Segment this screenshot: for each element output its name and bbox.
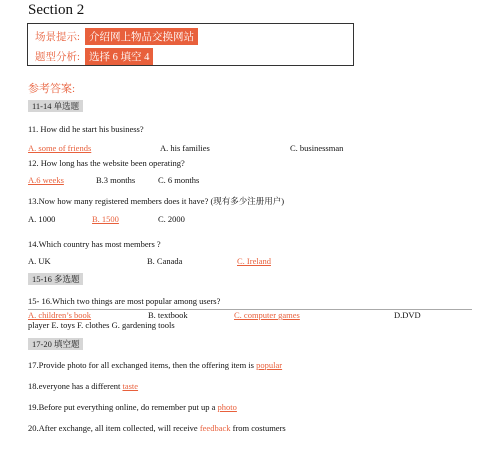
question-17-text: 17.Provide photo for all exchanged items, then the offering item is [28, 360, 254, 370]
question-11: 11. How did he start his business? [28, 124, 144, 134]
part-heading-fill-in: 17-20 填空题 [28, 338, 83, 350]
option-12-b: B.3 months [96, 175, 136, 185]
option-13-c: C. 2000 [158, 214, 185, 224]
answer-17: popular [256, 360, 283, 370]
answer-18: taste [122, 381, 139, 391]
scene-value: 介绍网上物品交换网站 [85, 28, 198, 45]
option-15-b: B. textbook [148, 310, 188, 320]
answer-11-a: A. some of friends [28, 143, 92, 153]
question-13: 13.Now how many registered members does it have? (现有多少注册用户) [28, 196, 285, 206]
question-18 [28, 381, 138, 391]
question-15-16: 15- 16.Which two things are most popular among users? [28, 296, 221, 306]
qtype-label: 题型分析: [35, 52, 80, 63]
answer-12-a: A.6 weeks [28, 175, 64, 185]
option-11-c: C. businessman [290, 143, 344, 153]
option-11-b: A. his families [160, 143, 210, 153]
question-14: 14.Which country has most members ? [28, 239, 161, 249]
scene-label: 场景提示: [35, 32, 80, 43]
option-14-a: A. UK [28, 256, 51, 266]
question-18-text: 18.everyone has a different [28, 381, 121, 391]
question-20 [28, 423, 286, 433]
question-20-text: 20.After exchange, all item collected, will receive [28, 423, 198, 433]
part-heading-multiple-choice: 15-16 多选题 [28, 273, 83, 285]
section-title: Section 2 [28, 2, 85, 18]
option-12-c: C. 6 months [158, 175, 200, 185]
qtype-value: 选择 6 填空 4 [85, 48, 153, 65]
answer-14-c: C. Ireland [237, 256, 271, 266]
answer-13-b: B. 1500 [92, 214, 119, 224]
option-13-a: A. 1000 [28, 214, 56, 224]
answer-20: feedback [199, 423, 231, 433]
option-14-b: B. Canada [147, 256, 183, 266]
question-19 [28, 402, 237, 412]
answer-15-a: A. children’s book [28, 310, 92, 320]
question-20-tail: from costumers [232, 423, 286, 433]
question-12: 12. How long has the website been operating? [28, 158, 185, 168]
answer-19: photo [217, 402, 237, 412]
hint-box [27, 23, 354, 66]
reference-answers-heading: 参考答案: [28, 83, 76, 95]
question-19-text: 19.Before put everything online, do remember put up a [28, 402, 216, 412]
part-heading-single-choice: 11-14 单选题 [28, 100, 83, 112]
option-15-d: D.DVD [394, 310, 421, 320]
option-15-e-g: player E. toys F. clothes G. gardening tools [28, 320, 175, 330]
answer-15-c: C. computer games [234, 310, 300, 320]
question-17 [28, 360, 282, 370]
